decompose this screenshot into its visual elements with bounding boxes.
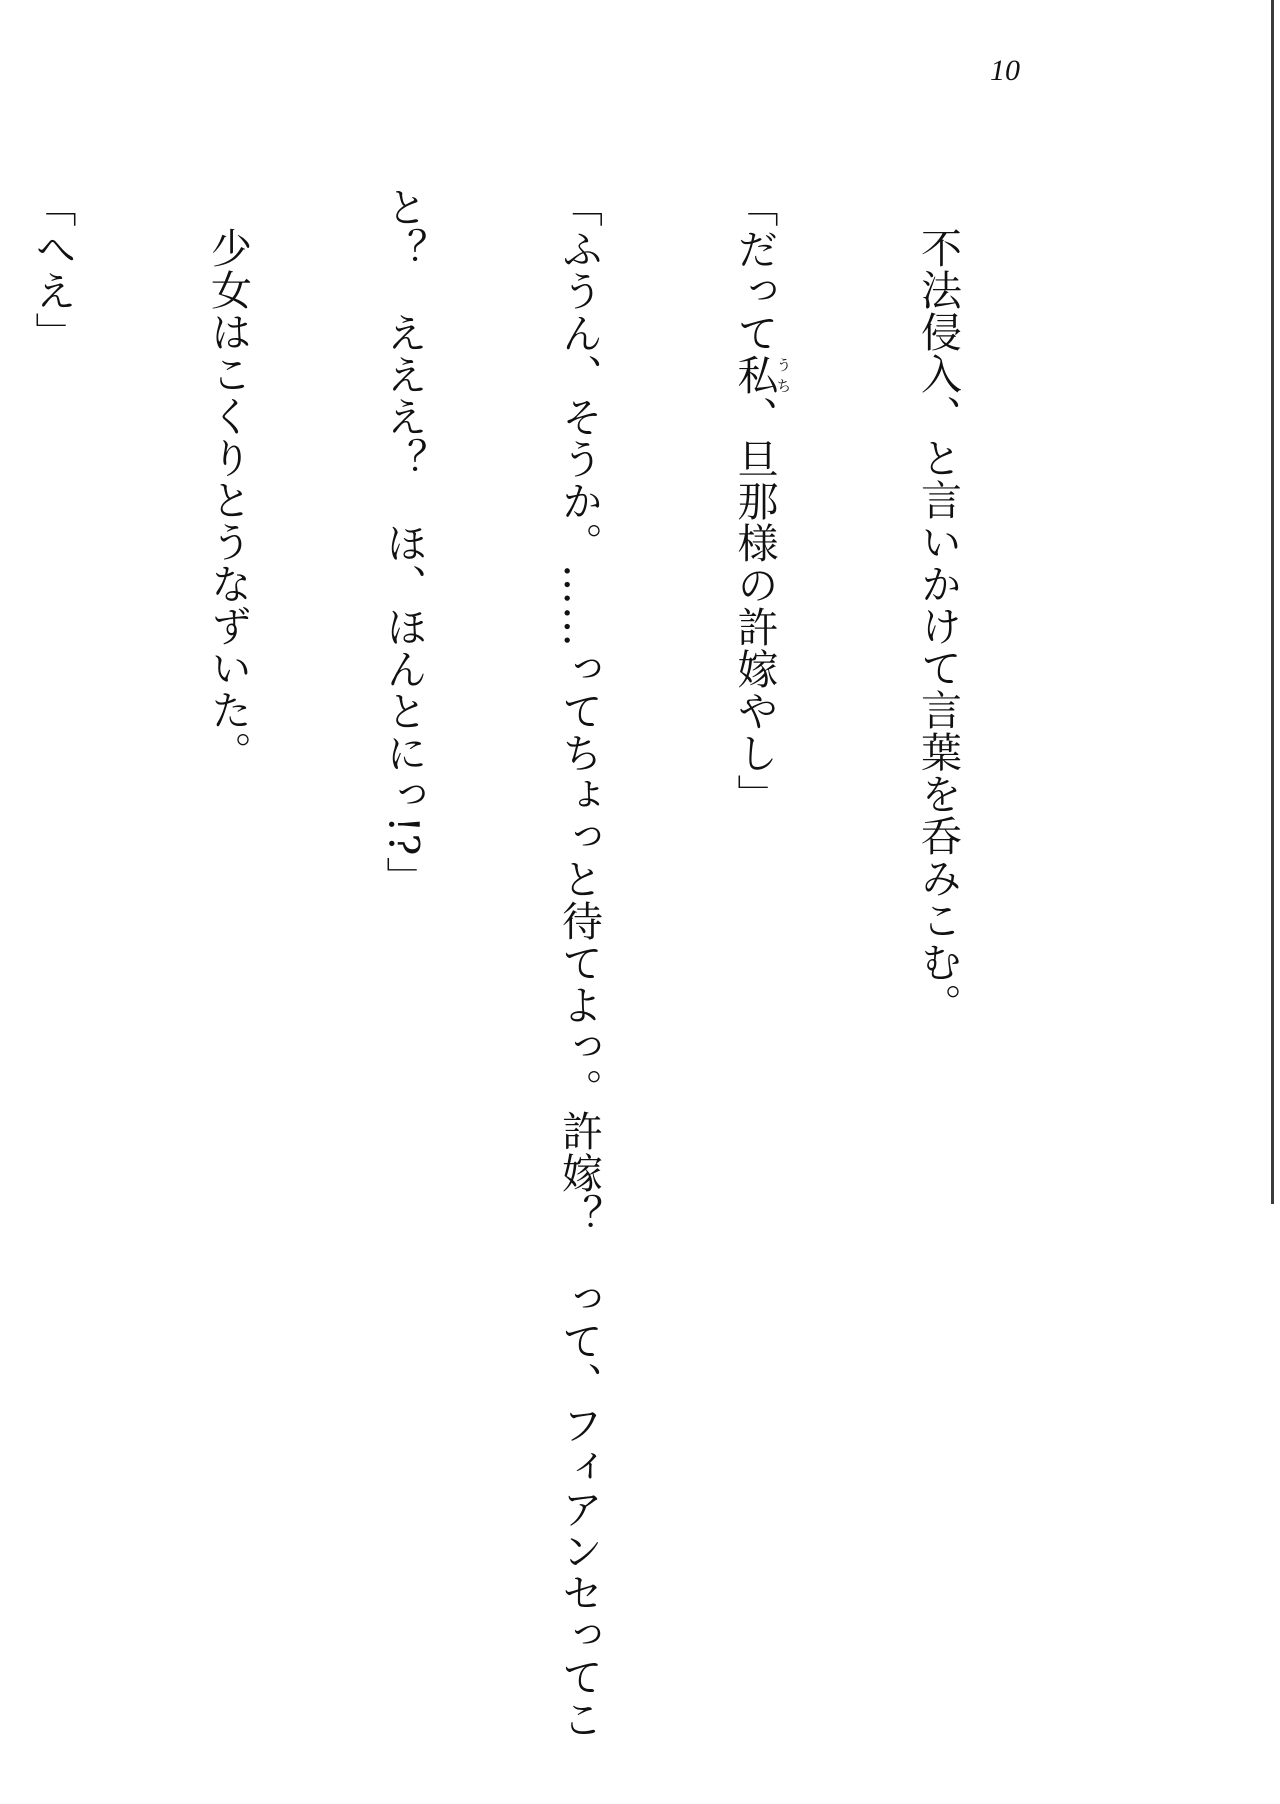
text-line: 不法侵入、と言いかけて言葉を呑みこむ。 (914, 227, 962, 1025)
text-line: と？ えええ？ ほ、ほんとにっ!?」 (379, 186, 428, 899)
page-number: 10 (990, 54, 1020, 87)
ruby-base: 私 (730, 354, 779, 396)
scan-edge-line (1271, 0, 1274, 1204)
ruby-word (730, 354, 793, 396)
text-line: 「へえ」 (28, 186, 77, 354)
ruby-reading: うち (774, 354, 793, 396)
text-line: 「ふうん、そうか。……ってちょっと待てよっ。許嫁？ って、フィアンセってこ (555, 186, 603, 1740)
body-text (0, 186, 1084, 1740)
text-line (725, 186, 792, 1666)
text-fragment: 「だって (730, 186, 779, 354)
text-fragment: 、旦那様の許嫁やし」 (730, 396, 779, 816)
text-line: 少女はこくりとうなずいた。 (204, 227, 252, 773)
